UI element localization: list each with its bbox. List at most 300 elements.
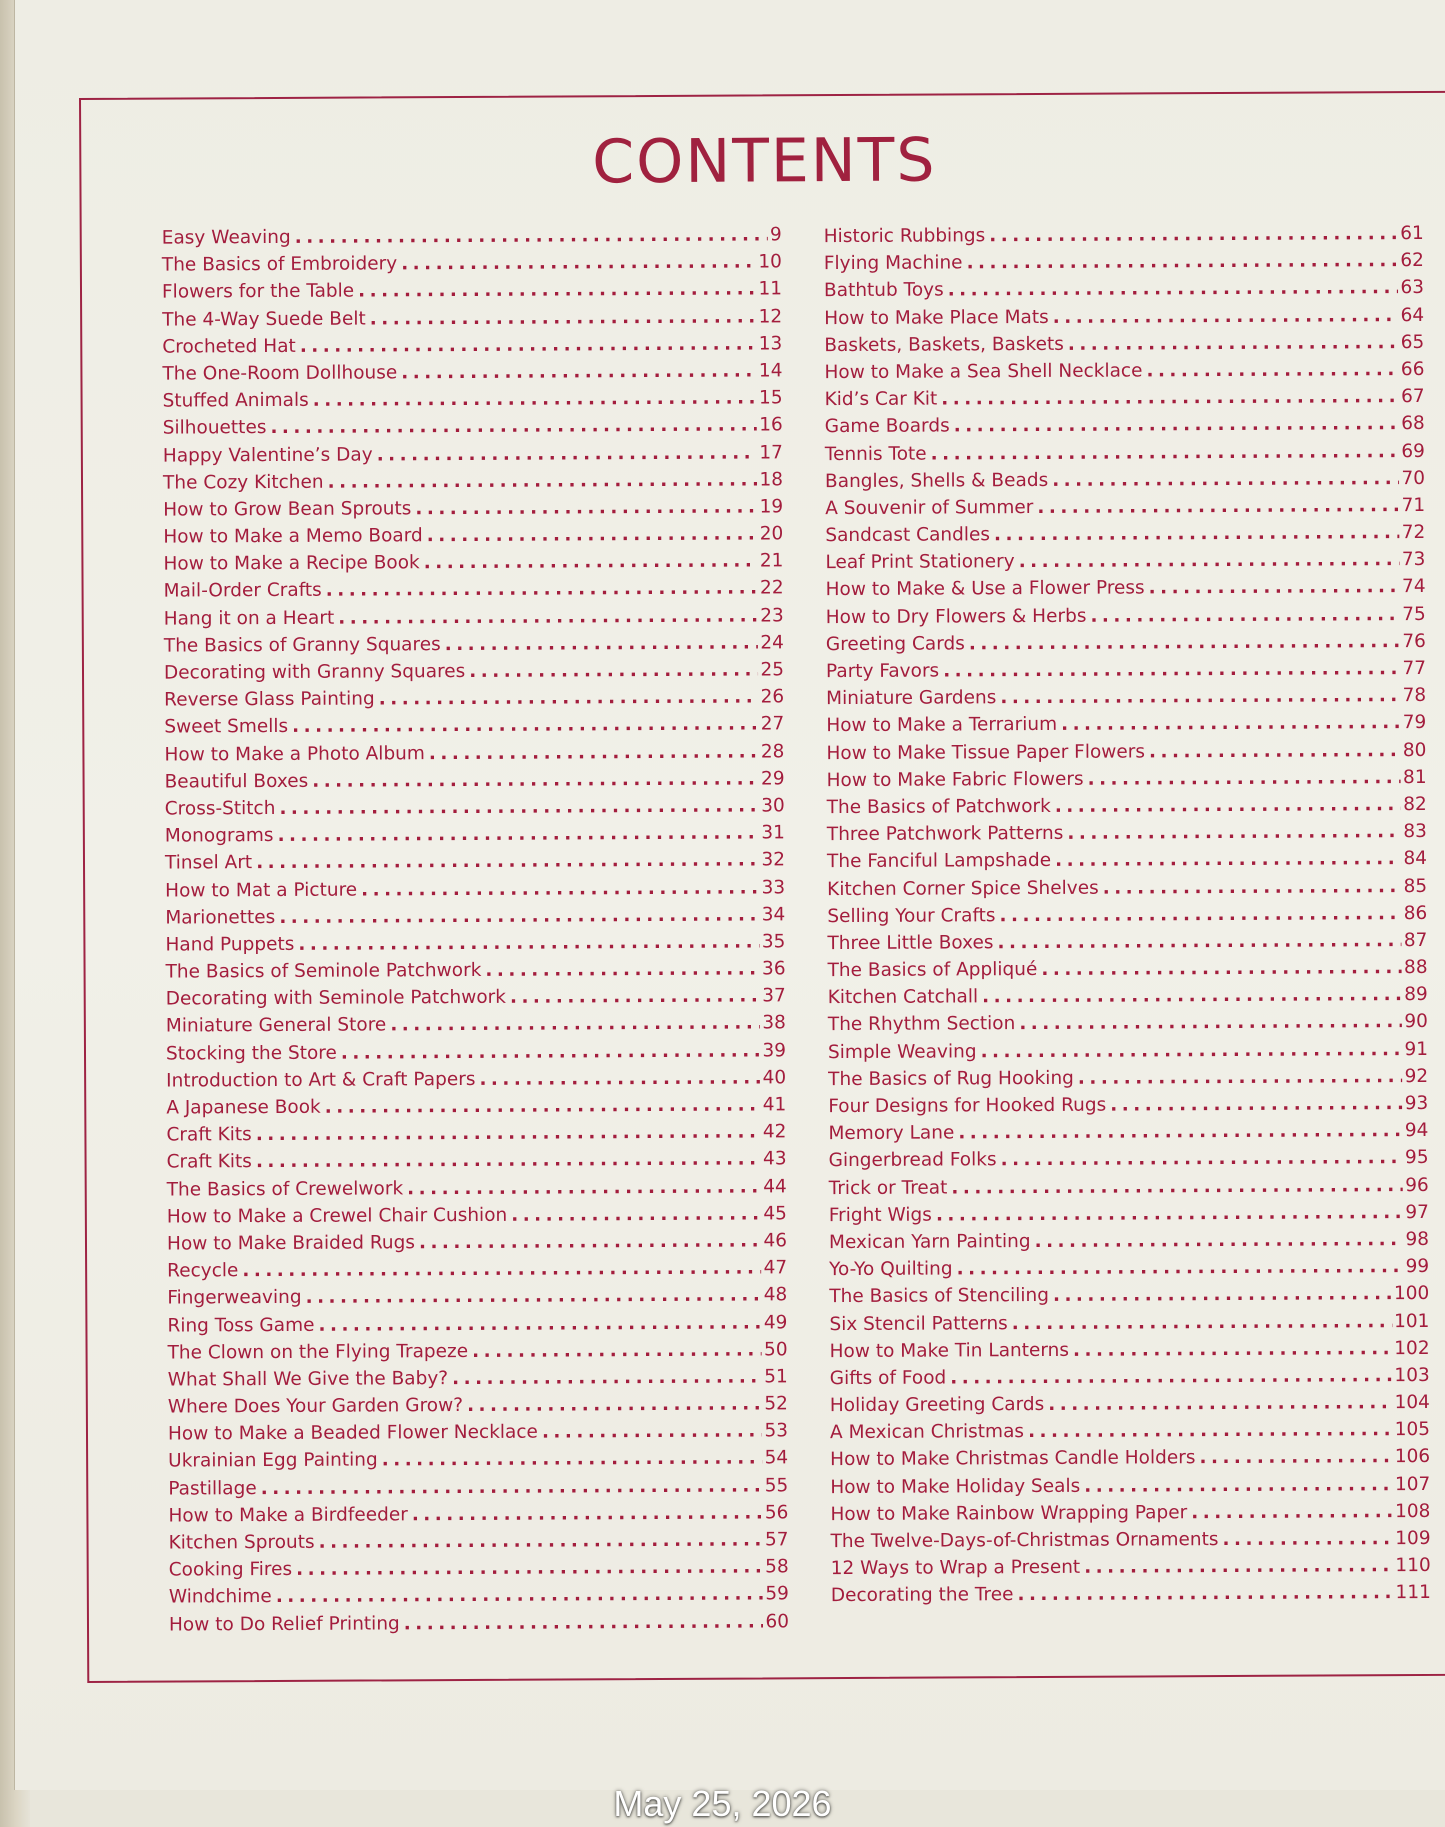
entry-page-number: 67 (1400, 386, 1425, 408)
dot-leader (419, 1230, 762, 1253)
entry-page-number: 41 (762, 1094, 787, 1116)
dot-leader (277, 823, 759, 847)
entry-title: Gingerbread Folks (828, 1149, 997, 1172)
entry-page-number: 88 (1403, 957, 1428, 979)
dot-leader (382, 1448, 763, 1471)
entry-page-number: 29 (760, 768, 785, 790)
entry-page-number: 90 (1404, 1011, 1428, 1033)
entry-page-number: 30 (761, 795, 785, 817)
entry-page-number: 26 (760, 686, 785, 708)
dot-leader (377, 442, 758, 465)
page-title: CONTENTS (592, 125, 937, 198)
dot-leader (1068, 332, 1399, 355)
entry-page-number: 16 (759, 414, 783, 436)
entry-page-number: 73 (1401, 549, 1426, 571)
entry-page-number: 53 (764, 1420, 789, 1442)
contents-entry (162, 252, 782, 282)
entry-page-number: 46 (763, 1230, 788, 1252)
contents-entry (167, 1176, 787, 1206)
contents-entry (167, 1312, 787, 1342)
contents-entry (163, 387, 783, 417)
dot-leader (1073, 1338, 1392, 1361)
contents-entry (163, 551, 783, 581)
contents-entry (824, 223, 1424, 253)
contents-entry (169, 1584, 789, 1614)
dot-leader (312, 768, 759, 791)
dot-leader (325, 1094, 761, 1117)
entry-title: Silhouettes (162, 417, 267, 439)
entry-page-number: 44 (763, 1175, 787, 1197)
dot-leader (510, 986, 760, 1008)
entry-title: Introduction to Art & Craft Papers (166, 1068, 476, 1092)
entry-title: Holiday Greeting Cards (829, 1394, 1045, 1417)
entry-title: A Souvenir of Summer (825, 496, 1034, 519)
dot-leader (1048, 1392, 1392, 1415)
contents-entry (828, 957, 1428, 987)
contents-entry (828, 1039, 1428, 1069)
entry-title: The Basics of Patchwork (826, 795, 1051, 819)
dot-leader (270, 415, 757, 439)
entry-title: How to Make a Memo Board (163, 525, 423, 548)
entry-title: How to Make a Birdfeeder (168, 1504, 408, 1527)
entry-title: Windchime (168, 1586, 272, 1608)
dot-leader (1146, 359, 1399, 381)
entry-title: Tinsel Art (164, 852, 253, 874)
contents-entry (829, 1229, 1429, 1259)
entry-page-number: 12 (758, 305, 783, 328)
photo-date-stamp: May 25, 2026 (613, 1783, 832, 1824)
entry-page-number: 48 (763, 1284, 788, 1306)
contents-entry (825, 440, 1425, 470)
entry-page-number: 34 (761, 904, 786, 926)
entry-page-number: 17 (759, 441, 783, 463)
entry-title: How to Make & Use a Flower Press (825, 577, 1145, 601)
entry-title: A Japanese Book (166, 1096, 321, 1119)
entry-title: The Basics of Granny Squares (163, 633, 441, 657)
dot-leader (313, 388, 757, 411)
dot-leader (427, 524, 758, 547)
entry-title: How to Mat a Picture (165, 879, 358, 902)
contents-entry (826, 576, 1426, 606)
entry-title: Three Little Boxes (827, 932, 994, 954)
entry-page-number: 55 (764, 1474, 789, 1497)
contents-entry (162, 333, 782, 363)
entry-title: How to Make Holiday Seals (830, 1475, 1081, 1498)
dot-leader (358, 279, 756, 302)
entry-page-number: 42 (762, 1121, 787, 1143)
contents-entry (168, 1393, 788, 1423)
entry-title: Flowers for the Table (161, 280, 355, 303)
contents-entry (824, 250, 1424, 280)
entry-title: Historic Rubbings (823, 225, 986, 248)
entry-title: Kid’s Car Kit (824, 388, 938, 411)
contents-entry (830, 1419, 1430, 1449)
dot-leader (379, 687, 759, 710)
entry-page-number: 47 (763, 1257, 788, 1279)
entry-page-number: 92 (1404, 1065, 1429, 1087)
contents-entry (168, 1421, 788, 1451)
dot-leader (407, 1176, 761, 1199)
dot-leader (957, 1256, 1404, 1279)
entry-title: The 4-Way Suede Belt (162, 308, 366, 331)
contents-entry (824, 359, 1424, 389)
contents-entry (163, 415, 783, 445)
dot-leader (1222, 1528, 1393, 1550)
entry-title: The Basics of Crewelwork (166, 1177, 404, 1201)
dot-leader (295, 224, 768, 247)
entry-title: Cooking Fires (168, 1559, 293, 1581)
entry-title: Stocking the Store (165, 1042, 337, 1065)
dot-leader (1000, 685, 1400, 708)
entry-title: Kitchen Sprouts (168, 1531, 315, 1554)
contents-entry (829, 1310, 1429, 1340)
entry-page-number: 63 (1400, 277, 1425, 299)
entry-page-number: 54 (764, 1447, 789, 1469)
dot-leader (292, 714, 759, 737)
entry-title: How to Dry Flowers & Herbs (825, 605, 1087, 628)
dot-leader (467, 1394, 762, 1417)
contents-entry (168, 1448, 788, 1478)
dot-leader (472, 1339, 762, 1362)
entry-title: Baskets, Baskets, Baskets (824, 333, 1064, 356)
dot-leader (1041, 957, 1402, 980)
entry-title: Craft Kits (166, 1151, 252, 1173)
entry-page-number: 108 (1395, 1500, 1431, 1522)
entry-page-number: 75 (1402, 603, 1426, 625)
dot-leader (1053, 1283, 1392, 1306)
entry-page-number: 18 (759, 469, 784, 491)
dot-leader (298, 931, 760, 954)
dot-leader (1061, 712, 1401, 735)
entry-page-number: 66 (1400, 358, 1425, 381)
contents-entry (165, 931, 785, 961)
contents-entry (165, 850, 785, 880)
entry-title: Beautiful Boxes (164, 770, 309, 793)
entry-page-number: 62 (1400, 250, 1424, 272)
entry-page-number: 111 (1395, 1582, 1431, 1604)
dot-leader (242, 1258, 761, 1282)
dot-leader (412, 1502, 763, 1525)
dot-leader (1028, 1419, 1393, 1442)
entry-page-number: 109 (1395, 1527, 1431, 1550)
dot-leader (958, 1120, 1403, 1143)
contents-entry (827, 767, 1427, 797)
contents-entry (828, 1120, 1428, 1150)
dot-leader (338, 605, 758, 628)
entry-title: Craft Kits (166, 1124, 252, 1146)
entry-title: Happy Valentine’s Day (162, 443, 373, 467)
dot-leader (1149, 577, 1400, 599)
entry-page-number: 107 (1394, 1473, 1431, 1495)
entry-page-number: 58 (765, 1556, 789, 1578)
entry-page-number: 91 (1404, 1038, 1429, 1060)
contents-entry (826, 604, 1426, 634)
dot-leader (1012, 1311, 1392, 1334)
entry-page-number: 37 (762, 985, 786, 1007)
entry-title: Sandcast Candles (825, 524, 991, 547)
dot-leader (969, 631, 1401, 654)
entry-page-number: 56 (764, 1502, 789, 1524)
entry-title: Fingerweaving (167, 1287, 302, 1309)
contents-entry (169, 1556, 789, 1586)
dot-leader (1037, 495, 1399, 518)
contents-entry (165, 822, 785, 852)
dot-leader (370, 306, 757, 329)
dot-leader (485, 959, 760, 981)
entry-page-number: 52 (764, 1393, 788, 1415)
contents-entry (828, 1011, 1428, 1041)
dot-leader (1055, 848, 1401, 871)
entry-page-number: 59 (765, 1583, 789, 1605)
contents-entry (828, 1093, 1428, 1123)
contents-entry (164, 578, 784, 608)
contents-entry (829, 1256, 1429, 1286)
contents-column-left (162, 224, 789, 1641)
contents-column-right (824, 223, 1431, 1613)
entry-title: Miniature General Store (165, 1014, 387, 1037)
contents-entry (830, 1338, 1430, 1368)
contents-entry (830, 1446, 1430, 1476)
entry-page-number: 28 (760, 740, 785, 763)
contents-entry (162, 360, 782, 390)
entry-title: Six Stencil Patterns (829, 1312, 1008, 1335)
entry-page-number: 78 (1402, 685, 1427, 707)
entry-page-number: 15 (758, 387, 783, 409)
entry-title: Monograms (164, 825, 274, 847)
entry-title: How to Make Fabric Flowers (826, 768, 1084, 791)
entry-page-number: 13 (758, 333, 783, 355)
contents-entry (830, 1392, 1430, 1422)
dot-leader (300, 333, 757, 356)
entry-title: How to Make Place Mats (824, 306, 1049, 329)
dot-leader (951, 1175, 1403, 1198)
dot-leader (279, 795, 759, 819)
dot-leader (943, 658, 1400, 681)
dot-leader (401, 252, 756, 275)
entry-page-number: 24 (760, 632, 784, 654)
entry-page-number: 82 (1403, 793, 1427, 816)
entry-page-number: 89 (1404, 984, 1428, 1006)
dot-leader (954, 413, 1400, 436)
contents-entry (165, 904, 785, 934)
entry-title: Four Designs for Hooked Rugs (828, 1094, 1107, 1118)
entry-title: Leaf Print Stationery (825, 551, 1015, 574)
entry-title: Yo-Yo Quilting (829, 1258, 953, 1281)
entry-page-number: 9 (769, 224, 782, 246)
entry-title: The Cozy Kitchen (162, 471, 324, 494)
entry-title: Where Does Your Garden Grow? (167, 1395, 464, 1418)
contents-entry (825, 386, 1425, 416)
dot-leader (276, 1584, 764, 1608)
dot-leader (1090, 604, 1400, 627)
contents-entry (169, 1611, 789, 1641)
entry-title: How to Grow Bean Sprouts (163, 498, 412, 521)
dot-leader (542, 1421, 763, 1443)
entry-page-number: 72 (1401, 522, 1426, 544)
entry-title: Hang it on a Heart (163, 607, 335, 630)
dot-leader (931, 441, 1400, 464)
dot-leader (341, 1040, 761, 1063)
dot-leader (479, 1067, 760, 1089)
contents-entry (826, 685, 1426, 715)
contents-entry (827, 875, 1427, 905)
dot-leader (950, 1365, 1392, 1388)
dot-leader (1088, 767, 1402, 790)
contents-entry (827, 794, 1427, 824)
dot-leader (401, 360, 757, 383)
entry-page-number: 36 (761, 958, 786, 980)
entry-title: 12 Ways to Wrap a Present (830, 1556, 1081, 1580)
entry-page-number: 19 (759, 496, 784, 518)
entry-page-number: 35 (761, 931, 786, 953)
entry-title: Decorating with Seminole Patchwork (165, 987, 507, 1010)
entry-page-number: 77 (1402, 657, 1427, 680)
contents-entry (829, 1147, 1429, 1177)
contents-entry (826, 740, 1426, 770)
entry-title: Marionettes (165, 906, 276, 929)
contents-entry (831, 1555, 1431, 1585)
entry-page-number: 70 (1401, 467, 1426, 489)
entry-page-number: 98 (1405, 1228, 1430, 1251)
dot-leader (1001, 1147, 1404, 1170)
contents-entry (163, 523, 783, 553)
entry-page-number: 79 (1402, 712, 1427, 734)
entry-page-number: 10 (758, 251, 782, 273)
entry-page-number: 20 (759, 523, 784, 545)
contents-entry (166, 1121, 786, 1151)
contents-entry (830, 1474, 1430, 1504)
entry-page-number: 100 (1393, 1283, 1430, 1305)
dot-leader (319, 1529, 764, 1552)
contents-entry (167, 1257, 787, 1287)
contents-entry (166, 1040, 786, 1070)
dot-leader (941, 386, 1399, 409)
contents-entry (829, 1283, 1429, 1313)
entry-page-number: 102 (1394, 1337, 1430, 1359)
contents-entry (168, 1339, 788, 1369)
dot-leader (1191, 1501, 1393, 1523)
entry-title: Party Favors (825, 660, 940, 683)
contents-entry (165, 877, 785, 907)
entry-title: The Clown on the Flying Trapeze (167, 1340, 469, 1364)
entry-title: Tennis Tote (824, 443, 927, 465)
contents-entry (165, 768, 785, 798)
entry-title: Gifts of Food (829, 1367, 947, 1389)
entry-title: Mail-Order Crafts (163, 580, 322, 603)
entry-page-number: 23 (760, 604, 784, 627)
entry-title: Stuffed Animals (162, 389, 309, 412)
entry-page-number: 33 (761, 876, 786, 898)
contents-entry (167, 1149, 787, 1179)
entry-title: The Basics of Seminole Patchwork (165, 959, 482, 983)
entry-title: The Twelve-Days-of-Christmas Ornaments (830, 1529, 1219, 1553)
contents-entry (831, 1582, 1431, 1612)
dot-leader (404, 1611, 764, 1634)
contents-entry (824, 332, 1424, 362)
contents-entry (829, 1175, 1429, 1205)
entry-title: How to Make Rainbow Wrapping Paper (830, 1502, 1188, 1525)
contents-entry (162, 306, 782, 336)
entry-page-number: 31 (761, 822, 785, 844)
entry-page-number: 106 (1394, 1446, 1431, 1468)
dot-leader (1149, 740, 1401, 762)
dot-leader (1055, 794, 1401, 817)
dot-leader (328, 469, 758, 492)
entry-page-number: 65 (1400, 331, 1425, 353)
entry-title: Recycle (167, 1260, 239, 1282)
contents-entry (166, 958, 786, 988)
entry-title: How to Make a Photo Album (164, 742, 425, 766)
entry-title: Hand Puppets (165, 933, 295, 956)
entry-page-number: 61 (1400, 222, 1424, 245)
contents-entry (163, 469, 783, 499)
dot-leader (296, 1557, 763, 1580)
contents-entry (826, 658, 1426, 688)
entry-page-number: 71 (1401, 494, 1426, 516)
dot-leader (936, 1202, 1403, 1225)
entry-title: A Mexican Christmas (829, 1421, 1025, 1444)
dot-leader (989, 223, 1398, 246)
entry-title: Greeting Cards (825, 633, 965, 655)
entry-page-number: 85 (1403, 875, 1428, 897)
dot-leader (429, 741, 759, 764)
contents-frame (79, 91, 1445, 1683)
dot-leader (1078, 1066, 1403, 1089)
entry-title: Bangles, Shells & Beads (824, 469, 1049, 492)
entry-page-number: 21 (759, 550, 784, 572)
entry-title: The Fanciful Lampshade (826, 850, 1052, 873)
dot-leader (1084, 1555, 1393, 1578)
entry-page-number: 11 (758, 278, 783, 300)
contents-entry (169, 1529, 789, 1559)
entry-title: Kitchen Corner Spice Shelves (827, 877, 1099, 900)
dot-leader (1084, 1474, 1393, 1497)
contents-entry (164, 605, 784, 635)
entry-page-number: 74 (1401, 576, 1426, 598)
entry-page-number: 96 (1405, 1174, 1429, 1196)
contents-entry (167, 1230, 787, 1260)
contents-entry (831, 1528, 1431, 1558)
contents-entry (162, 279, 782, 309)
dot-leader (1110, 1093, 1403, 1116)
entry-page-number: 110 (1395, 1555, 1431, 1577)
entry-title: Selling Your Crafts (827, 904, 996, 927)
entry-title: Bathtub Toys (823, 279, 944, 302)
contents-entry (166, 986, 786, 1016)
contents-entry (830, 1365, 1430, 1395)
entry-title: Fright Wigs (828, 1204, 932, 1226)
book-page (14, 0, 1445, 1790)
dot-leader (1199, 1447, 1392, 1469)
contents-entry (825, 468, 1425, 498)
dot-leader (424, 551, 758, 574)
entry-title: Flying Machine (823, 252, 963, 275)
contents-entry (825, 413, 1425, 443)
dot-leader (1053, 305, 1399, 328)
entry-title: How to Make a Recipe Book (163, 552, 420, 575)
entry-page-number: 50 (763, 1338, 788, 1361)
entry-title: How to Make Tin Lanterns (829, 1339, 1070, 1362)
contents-entry (830, 1501, 1430, 1531)
dot-leader (982, 984, 1402, 1007)
entry-title: The Basics of Embroidery (161, 253, 398, 276)
entry-page-number: 95 (1404, 1147, 1429, 1169)
contents-entry (827, 848, 1427, 878)
dot-leader (279, 904, 760, 928)
dot-leader (452, 1366, 762, 1389)
entry-title: How to Make Tissue Paper Flowers (826, 740, 1146, 764)
contents-entry (826, 631, 1426, 661)
